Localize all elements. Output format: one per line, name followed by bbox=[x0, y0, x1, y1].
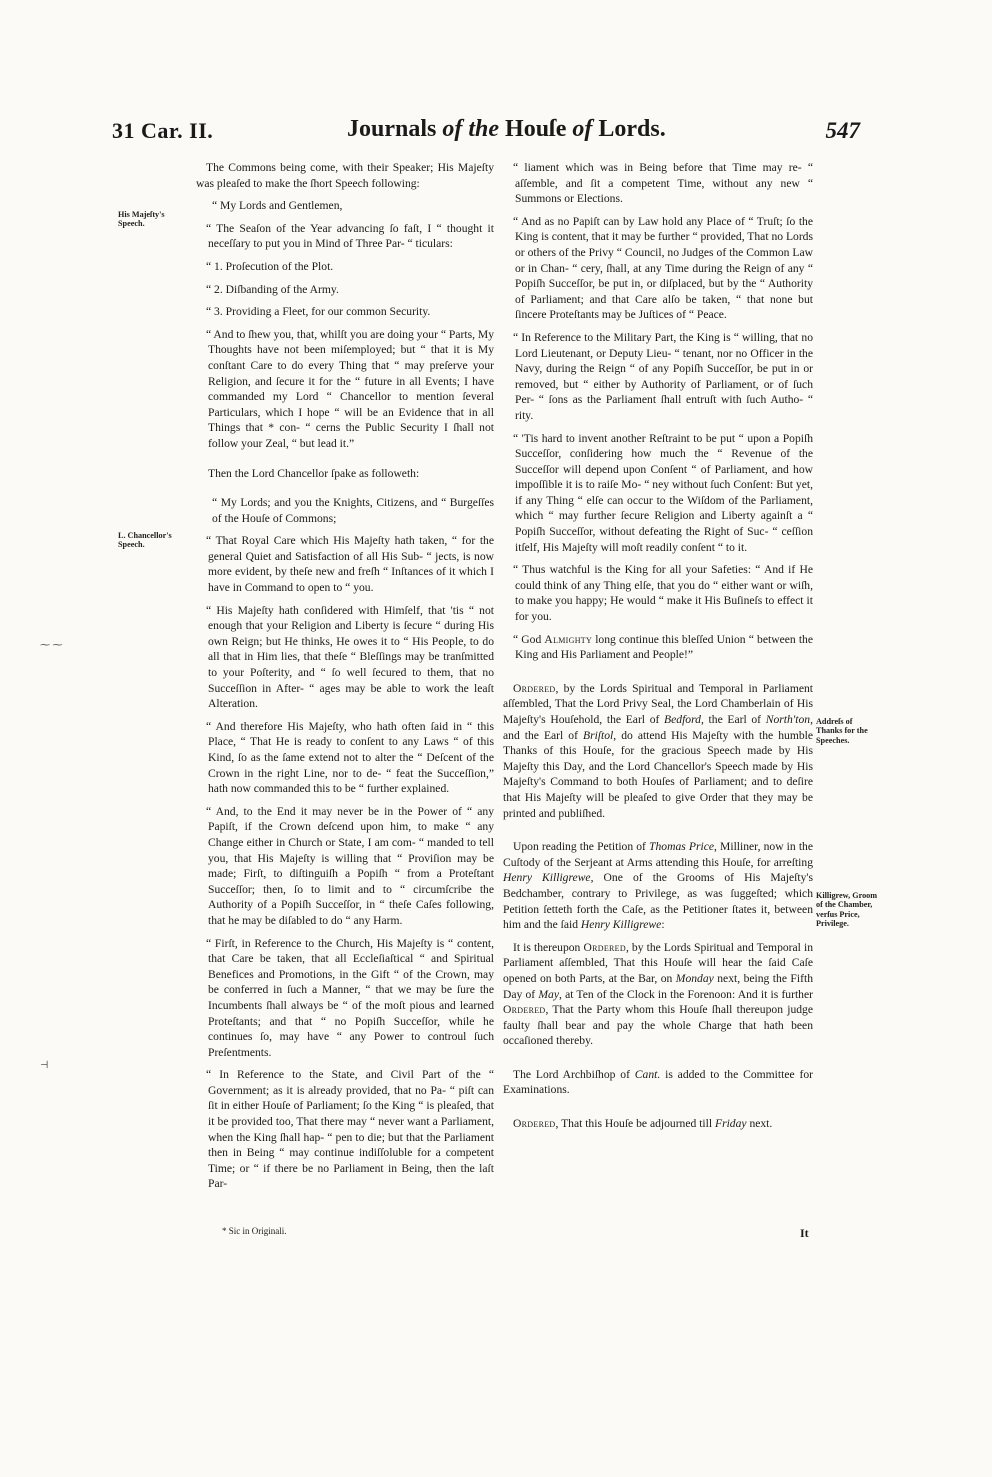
salutation: “ My Lords and Gentlemen, bbox=[212, 199, 343, 213]
catchword: It bbox=[800, 1226, 809, 1240]
paragraph: “ And as no Papiſt can by Law hold any Place of “ Truſt; ſo the King is content, that it may be further “ provided, That no Lords or others of the Privy “ Council, no Judges of the Common Law or in Chan- “ cery, ſhall, at any Time during the Reign of any “ Popiſh Succeſſor, be put in, or diſplaced, but by the “ Authority of Parliament; and that Care alſo be taken, “ that none but ſincere Proteſtants may be Juſtices of “ Peace. bbox=[513, 214, 813, 322]
paragraph: “ In Reference to the Military Part, the King is “ willing, that no Lord Lieutenant, or Deputy Lieu- “ tenant, nor no Officer in the Navy, during the Reign “ of any Popiſh Succeſſor, be put in or removed, but “ either by Authority of Parliament, or of ſuch Per- “ ſons as the Parliament ſhall entruſt with ſuch Autho- “ rity. bbox=[513, 330, 813, 422]
page-number: 547 bbox=[825, 118, 860, 143]
paragraph: “ In Reference to the State, and Civil Part of the “ Government; as it is already provided, that no Pa- “ piſt can ſit in either Houſe of Parliament; ſo the King “ is pleaſed, that it be provided too, That there may “ never want a Parliament, when the King ſhall hap- “ pen to die; but that the Parliament then in Being “ may continue indiſſoluble for a competent Time; or “ if there be no Parliament in Being, then the laſt Par- bbox=[206, 1068, 494, 1191]
paragraph: “ That Royal Care which His Majeſty hath taken, “ for the general Quiet and Satisfaction of all His Sub- “ jects, is now more evident, by theſe new and freſh “ Inſtances of it which I have in Command to open to “ you. bbox=[206, 534, 494, 595]
paragraph: “ His Majeſty hath conſidered with Himſelf, that 'tis “ not enough that your Religion and Liberty is ſecure “ during His own Reign; but He thinks, He owes it to “ His People, to do all that in Him lies, that theſe “ Bleſſings may be tranſmitted to your Poſterity, and “ ſo well ſecured to them, that no Succeſſion in After- “ ages may be able to work the leaſt Alteration. bbox=[206, 603, 494, 711]
section-heading: Then the Lord Chancellor ſpake as followeth: bbox=[208, 466, 420, 480]
paragraph: “ And to ſhew you, that, whilſt you are doing your “ Parts, My Thoughts have not been miſemployed; but “ that it is My conſtant Care to do every Thing that “ may preſerve your Religion, and ſecure it for the “ future in all Events; I have commanded my Lord “ Chancellor to mention ſeveral Particulars, which I hope “ will be an Evidence that in all Things that * con- “ cerns the Public Security I ſhall not follow your Zeal, “ but lead it.” bbox=[206, 327, 494, 450]
paragraph: “ Firſt, in Reference to the Church, His Majeſty is “ content, that Care be taken, that all Eccleſiaſtical “ and Spiritual Benefices and Promotions, in the Gift “ of the Crown, may be conferred in ſuch a Manner, “ that we may be ſure the Incumbents ſhall always be “ of the moſt pious and learned Proteſtants; and that “ no Popiſh Succeſſor, while he continues ſo, may have “ any Power to controul ſuch Preſentments. bbox=[206, 936, 494, 1059]
page-header bbox=[112, 116, 860, 154]
order-address-thanks: Ordered, by the Lords Spiritual and Temporal in Parliament aſſembled, That the Lord Privy Seal, the Lord Chamberlain of His Majeſty's Houſehold, the Earl of Bedford, the Earl of North'ton, and the Earl of Briſtol, do attend His Majeſty with the humble Thanks of this Houſe, for the gracious Speech made by His Majeſty this Day, and the Lord Chancellor's Speech made by His Majeſty's Command to both Houſes of Parliament; and to deſire that His Majeſty will be pleaſed to give Order that they may be printed and publiſhed. bbox=[503, 681, 813, 820]
paragraph: “ God Almighty long continue this bleſſed Union “ between the King and His Parliament and People!” bbox=[513, 632, 813, 662]
list-item: “ 2. Diſbanding of the Army. bbox=[206, 282, 339, 296]
paragraph: “ Thus watchful is the King for all your Safeties: “ And if He could think of any Thing elſe, that you do “ either want or wiſh, to make you happy; He would “ make it His Buſineſs to effect it for you. bbox=[513, 563, 813, 624]
scan-mark: ⁓ ⁓ bbox=[40, 640, 63, 651]
margin-note-chancellor-speech: L. Chancellor's Speech. bbox=[118, 531, 172, 550]
paragraph: “ liament which was in Being before that Time may re- “ aſſemble, and ſit a competent Time, without any new “ Summons or Elections. bbox=[513, 161, 813, 206]
scan-mark: ⊣ bbox=[40, 1060, 49, 1071]
adjournment-order: Ordered, That this Houſe be adjourned till Friday next. bbox=[513, 1117, 773, 1131]
paragraph: The Commons being come, with their Speaker; His Majeſty was pleaſed to make the ſhort Speech following: bbox=[196, 161, 494, 190]
paragraph: “ And therefore His Majeſty, who hath often ſaid in “ this Place, “ That He is ready to conſent to any Laws “ of this Kind, ſo as the ſame extend not to alter the “ Deſcent of the Crown in the right Line, nor to de- “ feat the Succeſſion,” hath now commanded this to be “ further explained. bbox=[206, 719, 494, 796]
salutation: “ My Lords; and you the Knights, Citizens, and “ Burgeſſes of the Houſe of Commons; bbox=[212, 496, 494, 525]
petition-paragraph: Upon reading the Petition of Thomas Price, Milliner, now in the Cuſtody of the Serjeant at Arms attending this Houſe, for arreſting Henry Killigrewe, One of the Grooms of His Majeſty's Bedchamber, contrary to Privilege, as was ſuggeſted; which Petition ſetteth forth the Caſe, as the Petitioner ſtates it, between him and the ſaid Henry Killigrewe: bbox=[503, 840, 813, 932]
list-item: “ 1. Proſecution of the Plot. bbox=[206, 259, 334, 273]
order-hearing: It is thereupon Ordered, by the Lords Spiritual and Temporal in Parliament aſſembled, That this Houſe will hear the ſaid Caſe opened on both Parts, at the Bar, on Monday next, being the Fifth Day of May, at Ten of the Clock in the Forenoon: And it is further Ordered, That the Party whom this Houſe ſhall thereupon judge faulty ſhall bear and pay the whole Charge that hath been occaſioned thereby. bbox=[503, 940, 814, 1048]
right-column bbox=[503, 160, 813, 1139]
running-title: Journals of the Houſe of Lords. bbox=[347, 116, 666, 142]
list-item: “ 3. Providing a Fleet, for our common Security. bbox=[206, 305, 431, 319]
left-column bbox=[196, 160, 494, 1199]
margin-note-majesty-speech: His Majeſty's Speech. bbox=[118, 210, 165, 229]
footnote: * Sic in Originali. bbox=[222, 1226, 287, 1236]
paragraph: “ The Seaſon of the Year advancing ſo faſt, I “ thought it neceſſary to put you in Mind of Three Par- “ ticulars: bbox=[206, 221, 494, 251]
margin-note-address-thanks: Addreſs of Thanks for the Speeches. bbox=[816, 717, 868, 745]
regnal-year: 31 Car. II. bbox=[112, 118, 214, 143]
archbishop-paragraph: The Lord Archbiſhop of Cant. is added to the Committee for Examinations. bbox=[503, 1067, 813, 1097]
paragraph: “ 'Tis hard to invent another Reſtraint to be put “ upon a Popiſh Succeſſor, conſidering how much the “ Revenue of the Succeſſor will depend upon Conſent “ of Parliament, and how impoſſible it is to raiſe Mo- “ ney without ſuch Conſent: But yet, if any Thing “ elſe can occur to the Wiſdom of the Parliament, which “ may further ſecure Religion and Liberty againſt a “ Popiſh Succeſſor, without defeating the Right of Suc- “ ceſſion itſelf, His Majeſty will moſt readily conſent “ to it. bbox=[513, 431, 813, 554]
margin-note-killigrew: Killigrew, Groom of the Chamber, verſus Price, Privilege. bbox=[816, 891, 878, 929]
paragraph: “ And, to the End it may never be in the Power of “ any Papiſt, if the Crown deſcend upon him, to make “ any Change either in Church or State, I am com- “ manded to tell you, that His Majeſty is willing that “ Proviſion may be made; Firſt, to diſtinguiſh a Popiſh “ from a Proteſtant Succeſſor; then, ſo to limit and to “ circumſcribe the Authority of a Popiſh Succeſſor, in “ theſe Caſes following, that he may be diſabled to do “ any Harm. bbox=[206, 804, 494, 927]
